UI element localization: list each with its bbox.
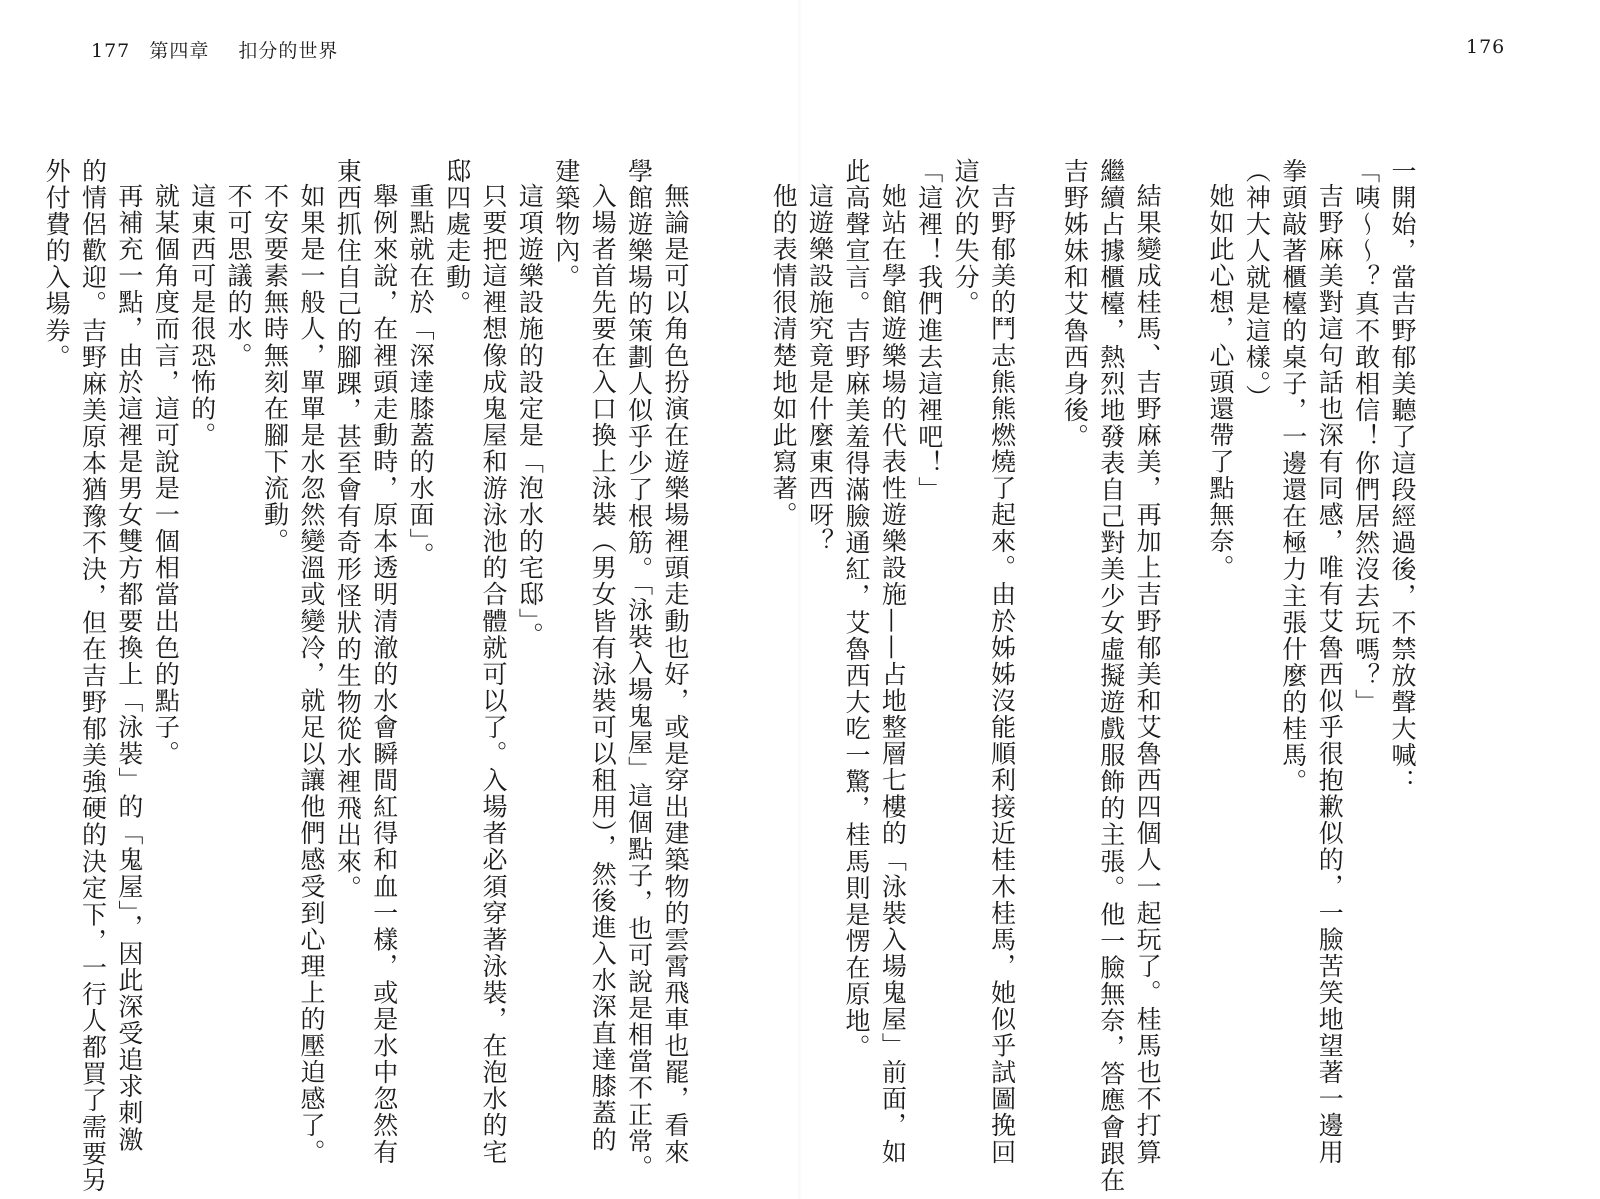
body-line: 這次的失分。 bbox=[951, 158, 981, 318]
body-line: 結果變成桂馬、吉野麻美，再加上吉野郁美和艾魯西四個人一起玩了。桂馬也不打算 bbox=[1133, 183, 1163, 1166]
chapter-title: 扣分的世界 bbox=[238, 40, 339, 62]
body-line: 就某個角度而言，這可說是一個相當出色的點子。 bbox=[151, 183, 181, 768]
body-line: 東西抓住自己的腳踝，甚至會有奇形怪狀的生物從水裡飛出來。 bbox=[333, 158, 363, 902]
left-page-body bbox=[42, 158, 693, 1194]
body-line: 入場者首先要在入口換上泳裝（男女皆有泳裝可以租用），然後進入水深直達膝蓋的 bbox=[588, 183, 618, 1153]
body-line: 此高聲宣言。吉野麻美羞得滿臉通紅，艾魯西大吃一驚，桂馬則是愣在原地。 bbox=[841, 158, 871, 1061]
body-line: 再補充一點，由於這裡是男女雙方都要換上「泳裝」的「鬼屋」，因此深受追求刺激 bbox=[114, 183, 144, 1153]
body-line: 一開始，當吉野郁美聽了這段經過後，不禁放聲大喊： bbox=[1388, 158, 1417, 796]
body-line: 繼續占據櫃檯，熱烈地發表自己對美少女虛擬遊戲服飾的主張。他一臉無奈，答應會跟在 bbox=[1096, 158, 1126, 1194]
body-line: 外付費的入場券。 bbox=[42, 158, 72, 371]
body-line: 吉野姊妹和艾魯西身後。 bbox=[1060, 158, 1090, 451]
body-line: 無論是可以角色扮演在遊樂場裡頭走動也好，或是穿出建築物的雲霄飛車也罷，看來 bbox=[661, 183, 690, 1166]
body-line: 這項遊樂設施的設定是「泡水的宅邸」。 bbox=[515, 183, 545, 649]
body-line: 這東西可是很恐怖的。 bbox=[187, 183, 217, 449]
body-line: 「這裡！我們進去這裡吧！」 bbox=[914, 158, 944, 504]
body-line: 他的表情很清楚地如此寫著。 bbox=[769, 183, 799, 529]
body-line: 不可思議的水。 bbox=[224, 183, 254, 369]
body-line: 舉例來說，在裡頭走動時，原本透明清澈的水會瞬間紅得和血一樣，或是水中忽然有 bbox=[369, 183, 399, 1166]
chapter-number: 第四章 bbox=[149, 40, 210, 62]
body-line: 重點就在於「深達膝蓋的水面」。 bbox=[406, 183, 436, 569]
body-line: 吉野郁美的鬥志熊熊燃燒了起來。由於姊姊沒能順利接近桂木桂馬，她似乎試圖挽回 bbox=[987, 183, 1017, 1166]
body-line: 「咦～～？真不敢相信！你們居然沒去玩嗎？」 bbox=[1351, 158, 1381, 716]
left-page-number: 177 bbox=[91, 40, 131, 62]
body-line: 這遊樂設施究竟是什麼東西呀？ bbox=[805, 183, 835, 555]
body-line: 不安要素無時無刻在腳下流動。 bbox=[260, 183, 290, 555]
left-page-header bbox=[91, 36, 338, 63]
body-line: （神大人就是這樣。） bbox=[1242, 158, 1272, 411]
body-line: 建築物內。 bbox=[551, 158, 581, 291]
body-line: 拳頭敲著櫃檯的桌子，一邊還在極力主張什麼的桂馬。 bbox=[1278, 158, 1308, 796]
right-page-body bbox=[769, 158, 1420, 1194]
right-page-number: 176 bbox=[1466, 36, 1506, 58]
body-line: 她如此心想，心頭還帶了點無奈。 bbox=[1205, 183, 1235, 582]
body-line: 的情侶歡迎。吉野麻美原本猶豫不決，但在吉野郁美強硬的決定下，一行人都買了需要另 bbox=[78, 158, 108, 1194]
body-line: 邸四處走動。 bbox=[442, 158, 472, 318]
body-line: 她站在學館遊樂場的代表性遊樂設施——占地整層七樓的「泳裝入場鬼屋」前面，如 bbox=[878, 183, 908, 1166]
body-line: 學館遊樂場的策劃人似乎少了根筋。「泳裝入場鬼屋」這個點子，也可說是相當不正常。 bbox=[624, 158, 654, 1181]
paragraph-gap bbox=[1020, 158, 1056, 1133]
body-line: 只要把這裡想像成鬼屋和游泳池的合體就可以了。入場者必須穿著泳裝，在泡水的宅 bbox=[478, 183, 508, 1166]
paragraph-gap bbox=[1165, 158, 1201, 1133]
body-line: 如果是一般人，單單是水忽然變溫或變冷，就足以讓他們感受到心理上的壓迫感了。 bbox=[296, 183, 326, 1166]
right-page-header bbox=[1466, 36, 1505, 58]
body-line: 吉野麻美對這句話也深有同感，唯有艾魯西似乎很抱歉似的，一臉苦笑地望著一邊用 bbox=[1315, 183, 1345, 1166]
